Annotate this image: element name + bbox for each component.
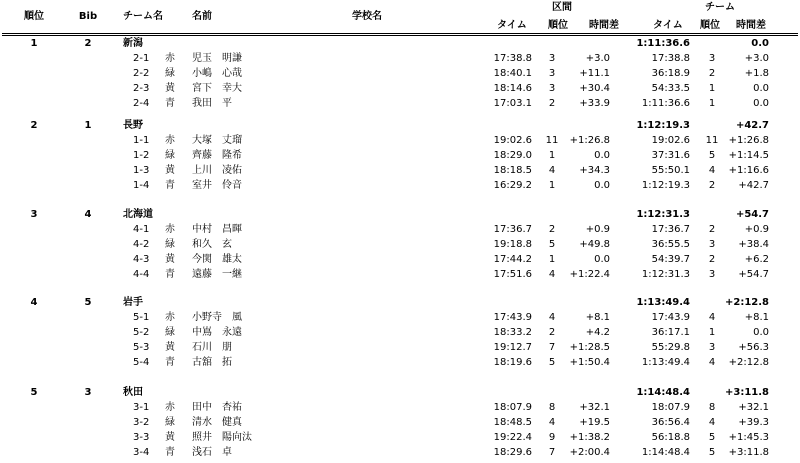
header-name: 名前	[192, 11, 212, 22]
leg-diff: +1:50.4	[569, 357, 610, 368]
leg-color: 青	[165, 447, 175, 458]
team-bib: 5	[84, 297, 92, 308]
cumulative-place: 1	[708, 83, 716, 94]
leg-time: 17:36.7	[493, 224, 532, 235]
leg-number: 1-1	[133, 135, 150, 146]
leg-number: 3-1	[133, 402, 150, 413]
cumulative-place: 8	[708, 402, 716, 413]
header-school: 学校名	[352, 11, 382, 22]
cumulative-diff: +3.0	[744, 53, 769, 64]
team-bib: 3	[84, 387, 92, 398]
leg-diff: +2:00.4	[569, 447, 610, 458]
runner-name: 和久 玄	[192, 239, 232, 250]
leg-number: 3-2	[133, 417, 150, 428]
leg-diff: +11.1	[579, 68, 610, 79]
cumulative-time: 36:56.4	[651, 417, 690, 428]
leg-place: 3	[548, 68, 556, 79]
leg-color: 赤	[165, 224, 175, 235]
team-name: 新潟	[123, 38, 143, 49]
runner-name: 宮下 幸大	[192, 83, 242, 94]
header-rule-thick	[2, 33, 798, 34]
leg-number: 4-1	[133, 224, 150, 235]
cumulative-place: 2	[708, 254, 716, 265]
cumulative-diff: +32.1	[738, 402, 769, 413]
team-name: 長野	[123, 120, 143, 131]
cumulative-time: 55:29.8	[651, 342, 690, 353]
cumulative-diff: +0.9	[744, 224, 769, 235]
team-rank: 2	[30, 120, 38, 131]
cumulative-place: 2	[708, 180, 716, 191]
leg-color: 赤	[165, 312, 175, 323]
leg-place: 7	[548, 447, 556, 458]
leg-time: 18:48.5	[493, 417, 532, 428]
cumulative-time: 1:11:36.6	[641, 98, 690, 109]
cumulative-time: 17:38.8	[651, 53, 690, 64]
leg-diff: +49.8	[579, 239, 610, 250]
leg-number: 1-4	[133, 180, 150, 191]
leg-color: 黄	[165, 83, 175, 94]
header-section-diff: 時間差	[589, 20, 619, 31]
leg-time: 18:40.1	[493, 68, 532, 79]
cumulative-time: 1:13:49.4	[641, 357, 690, 368]
header-rank: 順位	[24, 11, 44, 22]
leg-diff: 0.0	[594, 254, 610, 265]
leg-number: 3-3	[133, 432, 150, 443]
leg-number: 4-4	[133, 269, 150, 280]
team-total-time: 1:14:48.4	[636, 387, 690, 398]
leg-time: 19:02.6	[493, 135, 532, 146]
runner-name: 田中 杏祐	[192, 402, 242, 413]
leg-color: 緑	[165, 68, 175, 79]
leg-place: 9	[548, 432, 556, 443]
cumulative-diff: +1:45.3	[728, 432, 769, 443]
cumulative-diff: +54.7	[738, 269, 769, 280]
team-name: 北海道	[123, 209, 153, 220]
leg-time: 19:22.4	[493, 432, 532, 443]
cumulative-time: 18:07.9	[651, 402, 690, 413]
cumulative-time: 17:36.7	[651, 224, 690, 235]
cumulative-time: 1:12:19.3	[641, 180, 690, 191]
leg-place: 2	[548, 98, 556, 109]
runner-name: 浅石 卓	[192, 447, 232, 458]
cumulative-place: 3	[708, 239, 716, 250]
runner-name: 我田 平	[192, 98, 232, 109]
leg-place: 2	[548, 224, 556, 235]
leg-number: 5-3	[133, 342, 150, 353]
leg-place: 5	[548, 357, 556, 368]
leg-number: 5-2	[133, 327, 150, 338]
team-bib: 1	[84, 120, 92, 131]
leg-place: 4	[548, 269, 556, 280]
leg-time: 17:03.1	[493, 98, 532, 109]
cumulative-place: 2	[708, 224, 716, 235]
cumulative-place: 4	[708, 312, 716, 323]
cumulative-place: 4	[708, 417, 716, 428]
runner-name: 古舘 拓	[192, 357, 232, 368]
header-rule-thin	[2, 35, 798, 36]
team-bib: 4	[84, 209, 92, 220]
leg-diff: 0.0	[594, 180, 610, 191]
cumulative-place: 2	[708, 68, 716, 79]
cumulative-place: 5	[708, 447, 716, 458]
leg-place: 8	[548, 402, 556, 413]
leg-place: 1	[548, 254, 556, 265]
leg-number: 5-1	[133, 312, 150, 323]
team-total-gap: +54.7	[735, 209, 769, 220]
leg-time: 17:44.2	[493, 254, 532, 265]
leg-number: 4-2	[133, 239, 150, 250]
leg-color: 緑	[165, 327, 175, 338]
team-total-gap: +2:12.8	[724, 297, 769, 308]
leg-number: 2-4	[133, 98, 150, 109]
team-rank: 3	[30, 209, 38, 220]
leg-color: 緑	[165, 239, 175, 250]
header-team-time: タイム	[653, 20, 683, 31]
leg-color: 黄	[165, 432, 175, 443]
leg-number: 5-4	[133, 357, 150, 368]
cumulative-time: 36:17.1	[651, 327, 690, 338]
leg-time: 18:29.0	[493, 150, 532, 161]
leg-number: 2-2	[133, 68, 150, 79]
cumulative-time: 54:39.7	[651, 254, 690, 265]
runner-name: 照井 陽向汰	[192, 432, 252, 443]
header-team: チーム	[705, 2, 735, 13]
leg-time: 17:43.9	[493, 312, 532, 323]
leg-color: 黄	[165, 165, 175, 176]
cumulative-time: 54:33.5	[651, 83, 690, 94]
cumulative-time: 17:43.9	[651, 312, 690, 323]
leg-color: 青	[165, 180, 175, 191]
leg-time: 17:51.6	[493, 269, 532, 280]
runner-name: 中嶌 永遠	[192, 327, 242, 338]
leg-color: 赤	[165, 135, 175, 146]
cumulative-place: 5	[708, 432, 716, 443]
header-section-place: 順位	[548, 20, 568, 31]
leg-diff: +0.9	[585, 224, 610, 235]
leg-diff: 0.0	[594, 150, 610, 161]
leg-place: 1	[548, 180, 556, 191]
leg-diff: +1:38.2	[569, 432, 610, 443]
runner-name: 室井 伶音	[192, 180, 242, 191]
runner-name: 上川 凌佑	[192, 165, 242, 176]
leg-diff: +1:26.8	[569, 135, 610, 146]
cumulative-time: 37:31.6	[651, 150, 690, 161]
leg-time: 18:14.6	[493, 83, 532, 94]
leg-time: 19:18.8	[493, 239, 532, 250]
cumulative-diff: +1:16.6	[728, 165, 769, 176]
leg-diff: +33.9	[579, 98, 610, 109]
cumulative-time: 1:12:31.3	[641, 269, 690, 280]
leg-place: 1	[548, 150, 556, 161]
leg-diff: +1:28.5	[569, 342, 610, 353]
leg-color: 緑	[165, 417, 175, 428]
header-team-name: チーム名	[123, 11, 163, 22]
leg-number: 2-3	[133, 83, 150, 94]
leg-place: 4	[548, 165, 556, 176]
runner-name: 小嶋 心哉	[192, 68, 242, 79]
cumulative-time: 19:02.6	[651, 135, 690, 146]
leg-number: 1-3	[133, 165, 150, 176]
leg-place: 2	[548, 327, 556, 338]
leg-diff: +34.3	[579, 165, 610, 176]
team-total-time: 1:13:49.4	[636, 297, 690, 308]
leg-diff: +8.1	[585, 312, 610, 323]
cumulative-place: 3	[708, 342, 716, 353]
leg-color: 黄	[165, 254, 175, 265]
team-total-time: 1:12:31.3	[636, 209, 690, 220]
cumulative-place: 4	[708, 357, 716, 368]
leg-time: 17:38.8	[493, 53, 532, 64]
leg-color: 青	[165, 269, 175, 280]
leg-color: 赤	[165, 53, 175, 64]
header-bib: Bib	[78, 11, 98, 22]
team-total-time: 1:11:36.6	[636, 38, 690, 49]
cumulative-time: 56:18.8	[651, 432, 690, 443]
cumulative-diff: +39.3	[738, 417, 769, 428]
runner-name: 石川 朋	[192, 342, 232, 353]
runner-name: 小野寺 風	[192, 312, 242, 323]
team-name: 岩手	[123, 297, 143, 308]
cumulative-diff: +1:26.8	[728, 135, 769, 146]
leg-diff: +30.4	[579, 83, 610, 94]
cumulative-time: 36:55.5	[651, 239, 690, 250]
cumulative-place: 5	[708, 150, 716, 161]
cumulative-place: 4	[708, 165, 716, 176]
cumulative-place: 1	[708, 327, 716, 338]
leg-time: 18:29.6	[493, 447, 532, 458]
leg-time: 16:29.2	[493, 180, 532, 191]
runner-name: 大塚 丈瑠	[192, 135, 242, 146]
runner-name: 児玉 明謙	[192, 53, 242, 64]
leg-time: 18:19.6	[493, 357, 532, 368]
runner-name: 遠藤 一継	[192, 269, 242, 280]
leg-color: 黄	[165, 342, 175, 353]
leg-diff: +4.2	[585, 327, 610, 338]
leg-number: 1-2	[133, 150, 150, 161]
cumulative-diff: +56.3	[738, 342, 769, 353]
leg-color: 青	[165, 357, 175, 368]
leg-time: 18:18.5	[493, 165, 532, 176]
header-section: 区間	[552, 2, 572, 13]
team-total-gap: +42.7	[735, 120, 769, 131]
cumulative-diff: +2:12.8	[728, 357, 769, 368]
runner-name: 齊藤 隆希	[192, 150, 242, 161]
cumulative-diff: +8.1	[744, 312, 769, 323]
runner-name: 中村 昌暉	[192, 224, 242, 235]
cumulative-place: 11	[705, 135, 719, 146]
cumulative-diff: +3:11.8	[728, 447, 769, 458]
cumulative-diff: +6.2	[744, 254, 769, 265]
runner-name: 今関 雄太	[192, 254, 242, 265]
cumulative-diff: 0.0	[753, 83, 769, 94]
team-rank: 1	[30, 38, 38, 49]
leg-color: 緑	[165, 150, 175, 161]
cumulative-time: 55:50.1	[651, 165, 690, 176]
leg-place: 7	[548, 342, 556, 353]
team-rank: 4	[30, 297, 38, 308]
leg-diff: +3.0	[585, 53, 610, 64]
cumulative-diff: 0.0	[753, 98, 769, 109]
team-rank: 5	[30, 387, 38, 398]
cumulative-diff: +1.8	[744, 68, 769, 79]
header-team-diff: 時間差	[736, 20, 766, 31]
cumulative-diff: +42.7	[738, 180, 769, 191]
cumulative-time: 1:14:48.4	[641, 447, 690, 458]
leg-diff: +32.1	[579, 402, 610, 413]
leg-place: 4	[548, 417, 556, 428]
leg-place: 3	[548, 83, 556, 94]
cumulative-diff: 0.0	[753, 327, 769, 338]
leg-place: 11	[545, 135, 559, 146]
leg-time: 18:07.9	[493, 402, 532, 413]
cumulative-time: 36:18.9	[651, 68, 690, 79]
leg-time: 19:12.7	[493, 342, 532, 353]
team-total-gap: +3:11.8	[724, 387, 769, 398]
leg-number: 3-4	[133, 447, 150, 458]
leg-number: 4-3	[133, 254, 150, 265]
cumulative-place: 3	[708, 53, 716, 64]
team-name: 秋田	[123, 387, 143, 398]
header-team-place: 順位	[700, 20, 720, 31]
team-total-gap: 0.0	[751, 38, 769, 49]
leg-color: 青	[165, 98, 175, 109]
leg-diff: +1:22.4	[569, 269, 610, 280]
leg-color: 赤	[165, 402, 175, 413]
team-total-time: 1:12:19.3	[636, 120, 690, 131]
runner-name: 清水 健真	[192, 417, 242, 428]
header-section-time: タイム	[497, 20, 527, 31]
leg-number: 2-1	[133, 53, 150, 64]
cumulative-place: 1	[708, 98, 716, 109]
team-bib: 2	[84, 38, 92, 49]
cumulative-place: 3	[708, 269, 716, 280]
leg-place: 3	[548, 53, 556, 64]
leg-time: 18:33.2	[493, 327, 532, 338]
leg-place: 5	[548, 239, 556, 250]
leg-diff: +19.5	[579, 417, 610, 428]
cumulative-diff: +1:14.5	[728, 150, 769, 161]
cumulative-diff: +38.4	[738, 239, 769, 250]
leg-place: 4	[548, 312, 556, 323]
